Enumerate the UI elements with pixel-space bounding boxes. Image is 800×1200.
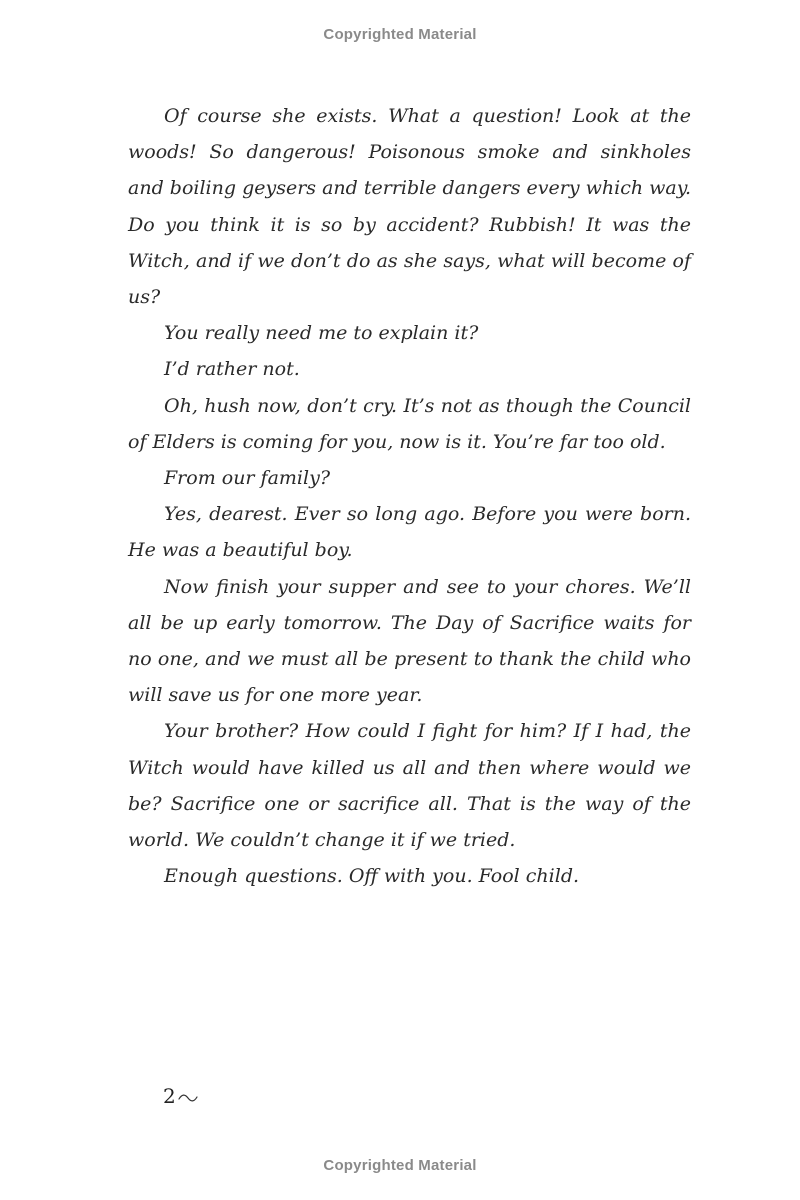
copyright-watermark-top: Copyrighted Material — [323, 26, 477, 43]
page-folio — [163, 1084, 198, 1108]
page-number: 2 — [163, 1084, 176, 1108]
paragraph: From our family? — [164, 467, 331, 490]
paragraph: I’d rather not. — [164, 358, 300, 381]
paragraph: Oh, hush now, don’t cry. It’s not as though the Council of Elders is coming for you, now is it. You’re far too old. — [128, 394, 691, 453]
paragraph: You really need me to explain it? — [164, 322, 479, 345]
paragraph: Your brother? How could I fight for him? If I had, the Witch would have killed us all and then where would we be? Sacrifice one or sacrifice all. That is the way of the world. We couldn’t change it if we tried. — [128, 720, 691, 852]
paragraph: Enough questions. Off with you. Fool child. — [164, 865, 580, 888]
paragraph: Of course she exists. What a question! Look at the woods! So dangerous! Poisonous smoke and sinkholes and boiling geysers and terrible dangers every which way. Do you think it is so by accident? Rubbish! It was the Witch, and if we don’t do as she says, what will become of us? — [128, 105, 691, 309]
copyright-watermark-bottom: Copyrighted Material — [323, 1157, 477, 1174]
body-text — [128, 98, 691, 894]
paragraph: Yes, dearest. Ever so long ago. Before you were born. He was a beautiful boy. — [128, 503, 691, 562]
tilde-flourish-icon — [178, 1084, 198, 1108]
paragraph: Now finish your supper and see to your chores. We’ll all be up early tomorrow. The Day of Sacrifice waits for no one, and we must all be present to thank the child who will save us for one more year. — [128, 575, 691, 707]
